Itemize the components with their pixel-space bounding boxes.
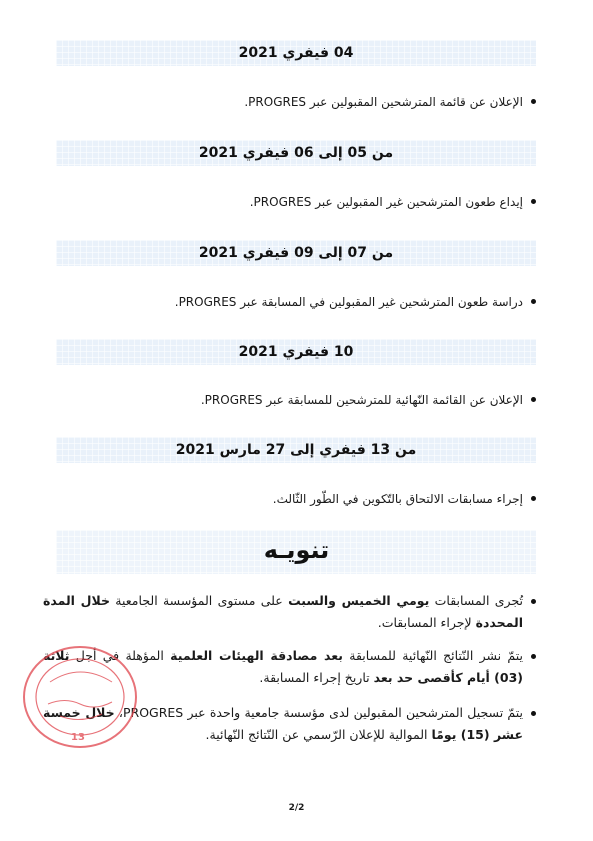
notice-bold-text: خلال خمسة عشر (15) يومًا (43, 705, 523, 742)
schedule-item-text: الإعلان عن القائمة النّهائية للمترشحين للمسابقة عبر PROGRES. (200, 393, 523, 407)
bullet-icon (531, 496, 536, 501)
date-heading-4: 10 فيفري 2021 (56, 339, 536, 365)
notice-bold-text: ثلاثة (03) أيام كأقصى حد بعد (43, 648, 523, 685)
schedule-item-5 (83, 490, 523, 508)
bullet-icon (531, 99, 536, 104)
schedule-item-3 (83, 293, 523, 311)
bullet-icon (531, 711, 536, 716)
schedule-item-1 (83, 93, 523, 111)
notice-text: يتمّ تسجيل المترشحين المقبولين لدى مؤسسة جامعية واحدة عبر PROGRES، (114, 705, 524, 720)
notice-text: الموالية للإعلان الرّسمي عن النّتائج النّهائية. (205, 727, 432, 742)
stamp-number: 13 (71, 732, 85, 743)
bullet-icon (531, 199, 536, 204)
notice-text: يتمّ نشر النّتائج النّهائية للمسابقة (342, 648, 523, 663)
bullet-icon (531, 397, 536, 402)
schedule-item-text: دراسة طعون المترشحين غير المقبولين في المسابقة عبر PROGRES. (174, 295, 523, 309)
notice-bold-text: يومي الخميس والسبت (288, 593, 430, 608)
date-heading-3: من 07 إلى 09 فيفري 2021 (56, 240, 536, 266)
notice-text: المؤهلة في أجل (69, 648, 171, 663)
schedule-item-text: إجراء مسابقات الالتحاق بالتّكوين في الطّور الثّالث. (272, 492, 523, 506)
notice-text: تُجرى المسابقات (429, 593, 524, 608)
notice-title: تنويـه (263, 536, 330, 564)
schedule-item-text: إيداع طعون المترشحين غير المقبولين عبر PROGRES. (249, 195, 523, 209)
bullet-icon (531, 654, 536, 659)
official-stamp-icon (20, 642, 140, 752)
notice-item-1 (43, 590, 523, 634)
bullet-icon (531, 599, 536, 604)
notice-bold-text: بعد مصادقة الهيئات العلمية (170, 648, 343, 663)
schedule-item-text: الإعلان عن قائمة المترشحين المقبولين عبر PROGRES. (244, 95, 523, 109)
notice-text: لإجراء المسابقات. (377, 615, 476, 630)
notice-text: على مستوى المؤسسة الجامعية (110, 593, 289, 608)
date-heading-2: من 05 إلى 06 فيفري 2021 (56, 140, 536, 166)
page-number: 2/2 (288, 803, 305, 813)
notice-text: تاريخ إجراء المسابقة. (259, 670, 374, 685)
schedule-item-4 (83, 391, 523, 409)
bullet-icon (531, 299, 536, 304)
date-heading-5: من 13 فيفري إلى 27 مارس 2021 (56, 437, 536, 463)
schedule-item-2 (83, 193, 523, 211)
date-heading-1: 04 فيفري 2021 (56, 40, 536, 66)
notice-bold-text: خلال المدة المحددة (43, 593, 523, 630)
